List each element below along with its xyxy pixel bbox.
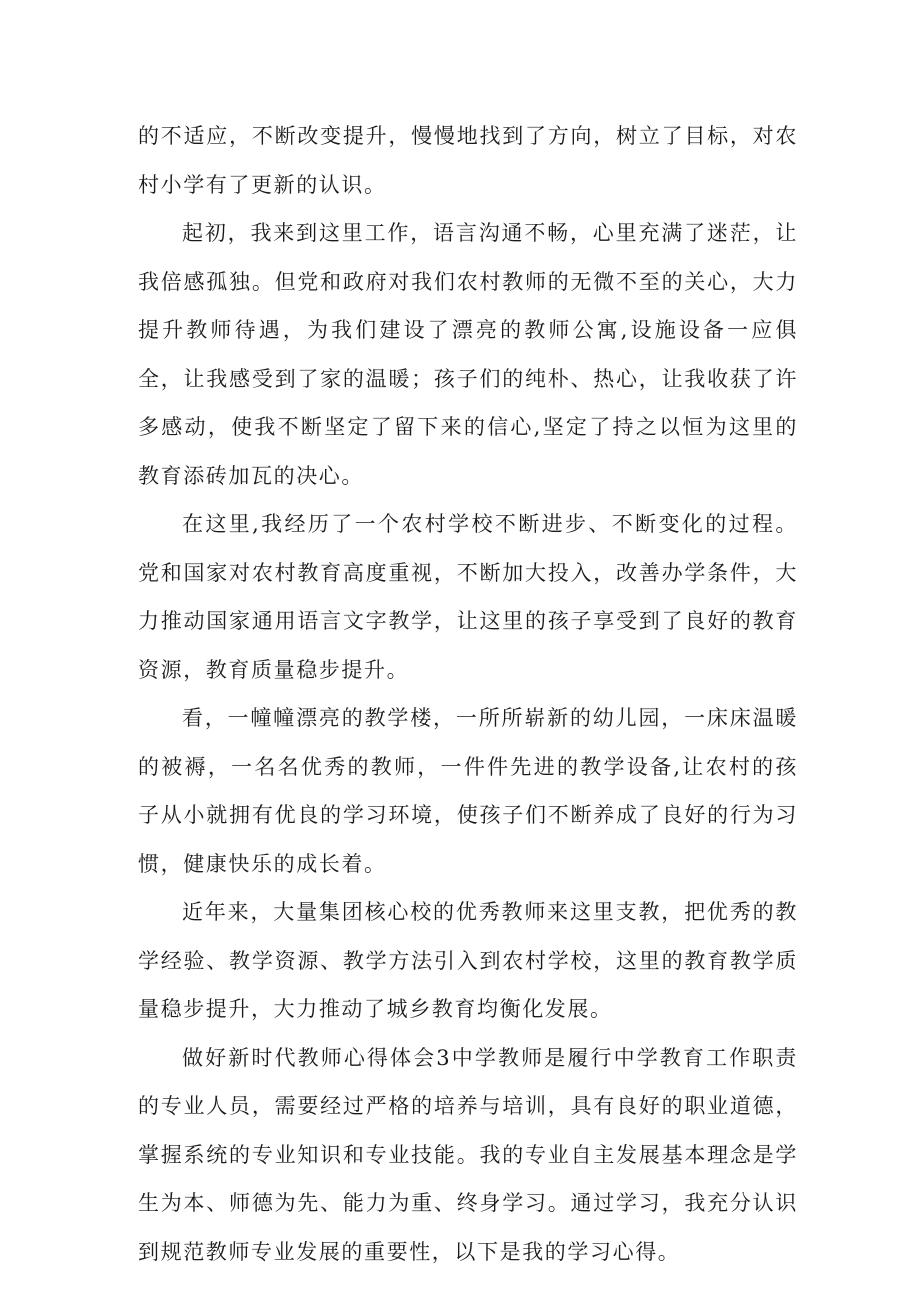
paragraph-1: 的不适应，不断改变提升，慢慢地找到了方向，树立了目标，对农村小学有了更新的认识。	[138, 124, 798, 197]
paragraph-2: 起初，我来到这里工作，语言沟通不畅，心里充满了迷茫，让我倍感孤独。但党和政府对我们农村教师的无微不至的关心，大力提升教师待遇，为我们建设了漂亮的教师公寓,设施设备一应俱全，让我感受到了家的温暖；孩子们的纯朴、热心，让我收获了许多感动，使我不断坚定了留下来的信心,坚定了持之以恒为这里的教育添砖加瓦的决心。	[138, 221, 798, 488]
paragraph-4: 看，一幢幢漂亮的教学楼，一所所崭新的幼儿园，一床床温暖的被褥，一名名优秀的教师，一件件先进的教学设备,让农村的孩子从小就拥有优良的学习环境，使孩子们不断养成了良好的行为习惯，健康快乐的成长着。	[138, 706, 798, 876]
body-text	[138, 112, 798, 1276]
paragraph-5: 近年来，大量集团核心校的优秀教师来这里支教，把优秀的教学经验、教学资源、教学方法引入到农村学校，这里的教育教学质量稳步提升，大力推动了城乡教育均衡化发展。	[138, 900, 798, 1021]
paragraph-6: 做好新时代教师心得体会3中学教师是履行中学教育工作职责的专业人员，需要经过严格的培养与培训，具有良好的职业道德，掌握系统的专业知识和专业技能。我的专业自主发展基本理念是学生为本、师德为先、能力为重、终身学习。通过学习，我充分认识到规范教师专业发展的重要性，以下是我的学习心得。	[138, 1045, 798, 1264]
paragraph-3: 在这里,我经历了一个农村学校不断进步、不断变化的过程。党和国家对农村教育高度重视，不断加大投入，改善办学条件，大力推动国家通用语言文字教学，让这里的孩子享受到了良好的教育资源，教育质量稳步提升。	[138, 512, 798, 682]
